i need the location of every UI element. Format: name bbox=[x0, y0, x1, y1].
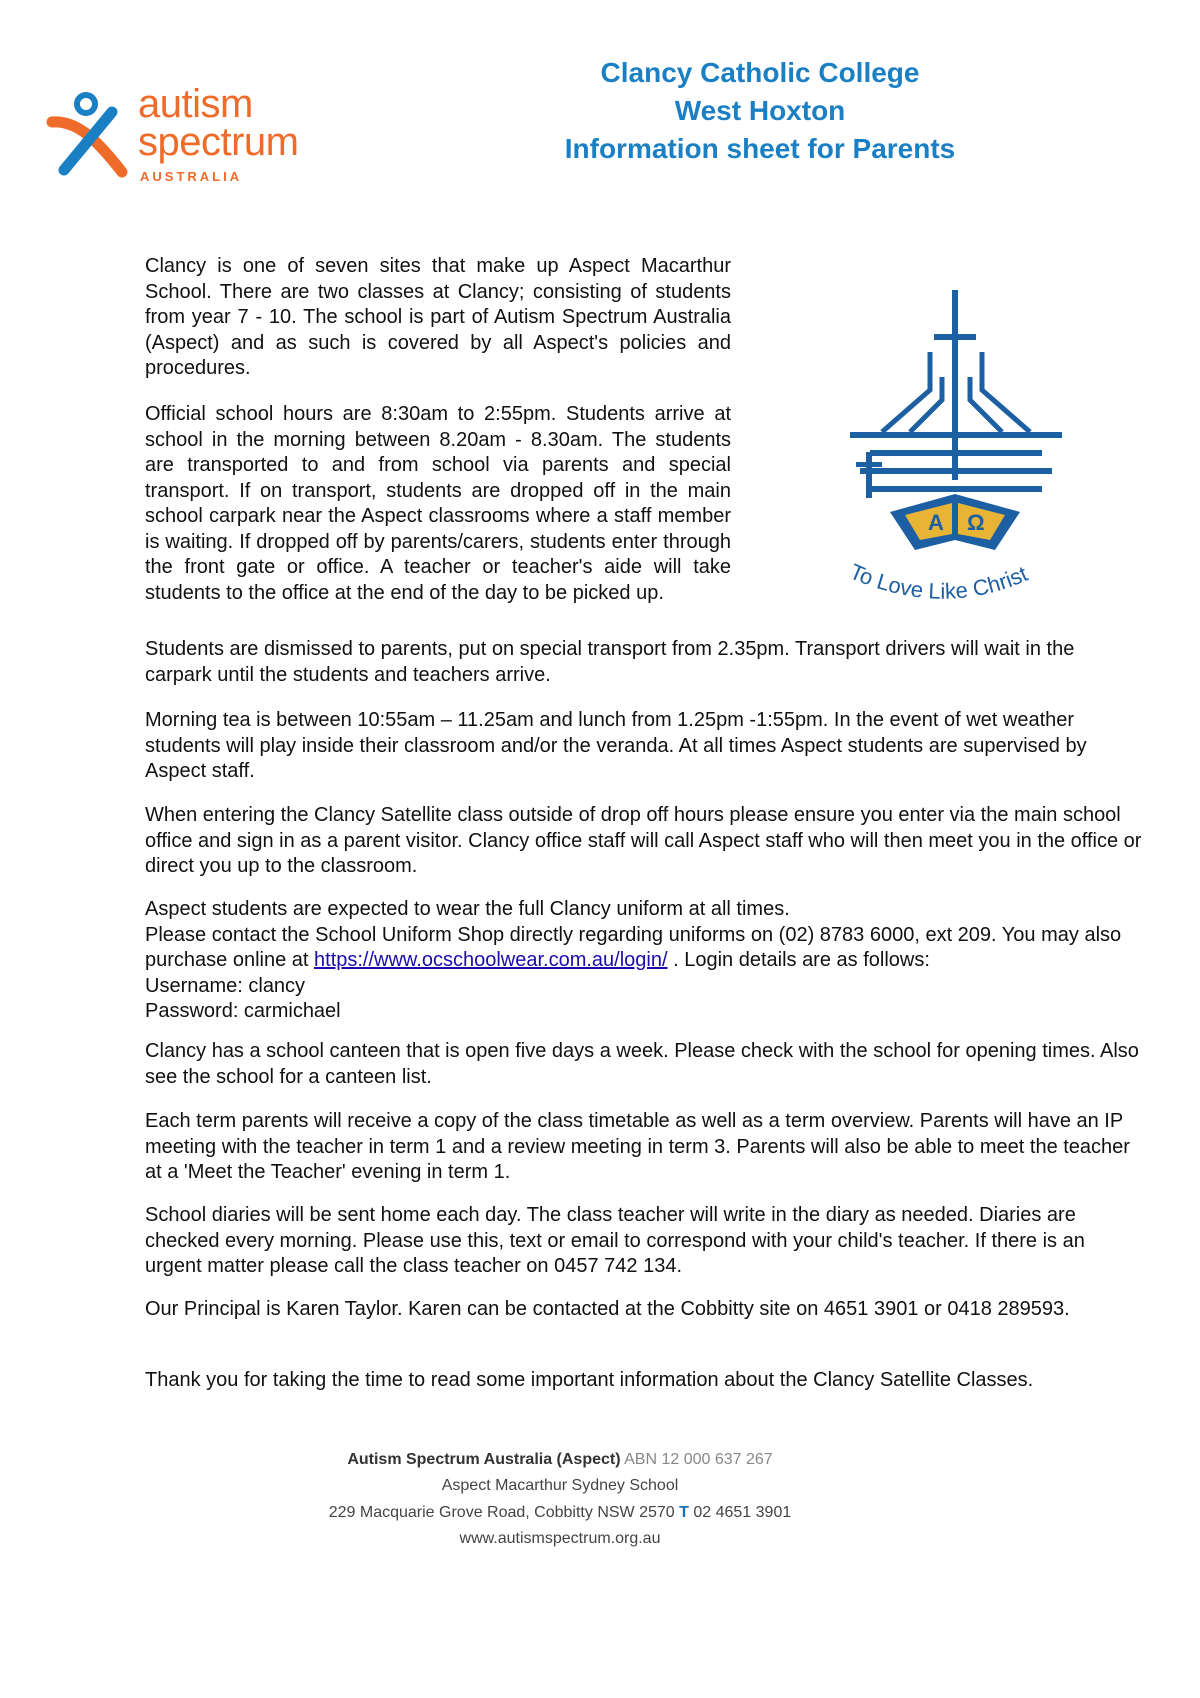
aspect-logo-mark-icon bbox=[42, 90, 132, 180]
crest-alpha: A bbox=[928, 510, 944, 535]
paragraph-visitors: When entering the Clancy Satellite class outside of drop off hours please ensure you enter via the main school office and sign in as a parent visitor. Clancy office staff will call Aspect staff who will then meet you in the office or direct you up to the classroom. bbox=[145, 804, 1142, 877]
footer-org-line bbox=[200, 1451, 920, 1469]
footer-address: 229 Macquarie Grove Road, Cobbitty NSW 2570 bbox=[328, 1504, 680, 1521]
footer-phone-label: T bbox=[679, 1504, 689, 1521]
paragraph-school-hours: Official school hours are 8:30am to 2:55pm. Students arrive at school in the morning between 8.20am - 8.30am. The students are transported to and from school via parents and special transport. If on transport, students are dropped off in the main school carpark near the Aspect classrooms where a staff member is waiting. If dropped off by parents/carers, students enter through the front gate or office. A teacher or teacher's aide will take students to the office at the end of the day to be picked up. bbox=[145, 403, 731, 604]
paragraph-breaks: Morning tea is between 10:55am – 11.25am and lunch from 1.25pm -1:55pm. In the event of wet weather students will play inside their classroom and/or the veranda. At all times Aspect students are supervised by Aspect staff. bbox=[145, 709, 1087, 782]
paragraph-principal: Our Principal is Karen Taylor. Karen can be contacted at the Cobbitty site on 4651 3901 or 0418 289593. bbox=[145, 1298, 1070, 1320]
uniform-login-text: . Login details are as follows: bbox=[667, 949, 930, 971]
title-subtitle: Information sheet for Parents bbox=[564, 133, 956, 164]
paragraph-timetable: Each term parents will receive a copy of the class timetable as well as a term overview. Parents will have an IP meeting with the teacher in term 1 and a review meeting in term 3. Parents will also be able to meet the teacher at a 'Meet the Teacher' evening in term 1. bbox=[145, 1110, 1130, 1183]
crest-omega: Ω bbox=[967, 510, 985, 535]
footer-school: Aspect Macarthur Sydney School bbox=[441, 1477, 679, 1494]
uniform-username: Username: clancy bbox=[145, 974, 306, 997]
uniform-shop-link[interactable]: https://www.ocschoolwear.com.au/login/ bbox=[314, 949, 668, 971]
footer-phone: 02 4651 3901 bbox=[688, 1504, 792, 1521]
paragraph-uniform bbox=[145, 897, 1145, 1025]
aspect-logo bbox=[42, 82, 312, 192]
title-location: West Hoxton bbox=[674, 95, 846, 126]
paragraph-canteen: Clancy has a school canteen that is open five days a week. Please check with the school for opening times. Also see the school for a canteen list. bbox=[145, 1040, 1139, 1088]
uniform-contact bbox=[145, 923, 1145, 974]
paragraph-diaries: School diaries will be sent home each day. The class teacher will write in the diary as needed. Diaries are checked every morning. Please use this, text or email to correspond with your child's teacher. If there is an urgent matter please call the class teacher on 0457 742 134. bbox=[145, 1204, 1085, 1277]
logo-word-australia: AUSTRALIA bbox=[140, 169, 243, 184]
paragraph-dismissal: Students are dismissed to parents, put on special transport from 2.35pm. Transport drivers will wait in the carpark until the students and teachers arrive. bbox=[145, 638, 1075, 686]
uniform-password: Password: carmichael bbox=[145, 1000, 341, 1022]
clancy-crest bbox=[830, 282, 1080, 652]
logo-word-autism: autism bbox=[138, 82, 253, 126]
footer-org: Autism Spectrum Australia (Aspect) bbox=[347, 1451, 621, 1468]
crest-emblem-icon bbox=[830, 282, 1080, 652]
footer-address-line bbox=[200, 1504, 920, 1522]
footer-website[interactable]: www.autismspectrum.org.au bbox=[459, 1530, 661, 1547]
crest-motto: To Love Like Christ bbox=[846, 558, 1032, 604]
paragraph-intro: Clancy is one of seven sites that make up Aspect Macarthur School. There are two classes at Clancy; consisting of students from year 7 - 10. The school is part of Autism Spectrum Australia (Aspect) and as such is covered by all Aspect's policies and procedures. bbox=[145, 255, 731, 379]
title-college: Clancy Catholic College bbox=[600, 57, 920, 88]
uniform-contact-text: Please contact the School Uniform Shop directly regarding uniforms on (02) 8783 6000, ext 209. You may also purchase online at bbox=[145, 923, 1122, 971]
page-title bbox=[470, 54, 1050, 168]
footer-abn: ABN 12 000 637 267 bbox=[620, 1451, 773, 1468]
uniform-requirement: Aspect students are expected to wear the full Clancy uniform at all times. bbox=[145, 898, 790, 920]
logo-word-spectrum: spectrum bbox=[138, 120, 299, 164]
paragraph-thanks: Thank you for taking the time to read some important information about the Clancy Satellite Classes. bbox=[145, 1369, 1034, 1391]
